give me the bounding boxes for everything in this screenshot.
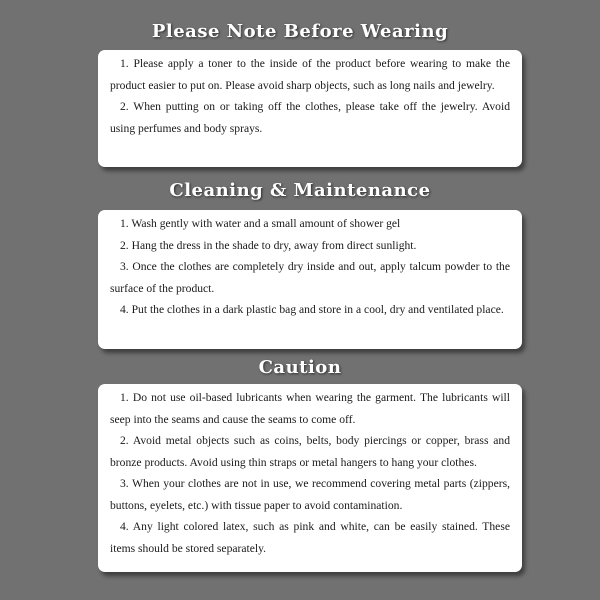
section-title-cleaning-maintenance: Cleaning & Maintenance bbox=[169, 180, 431, 201]
section-title-before-wearing: Please Note Before Wearing bbox=[151, 21, 449, 42]
cleaning-item: 2. Hang the dress in the shade to dry, away from direct sunlight. bbox=[120, 238, 417, 252]
cleaning-item: 1. Wash gently with water and a small amount of shower gel bbox=[120, 217, 401, 230]
section-title-caution: Caution bbox=[258, 357, 342, 378]
before-wearing-item: 1. Please apply a toner to the inside of the product before wearing to make the product easier to put on. Please avoid sharp objects, such as long nails and jewelry. bbox=[110, 57, 510, 92]
cleaning-item: 3. Once the clothes are completely dry inside and out, apply talcum powder to the surface of the product. bbox=[110, 260, 510, 295]
caution-item: 3. When your clothes are not in use, we recommend covering metal parts (zippers, buttons, eyelets, etc.) with tissue paper to avoid contamination. bbox=[110, 477, 510, 512]
cleaning-maintenance-card bbox=[98, 210, 522, 349]
caution-item: 1. Do not use oil-based lubricants when wearing the garment. The lubricants will seep into the seams and cause the seams to come off. bbox=[110, 391, 510, 426]
before-wearing-item: 2. When putting on or taking off the clothes, please take off the jewelry. Avoid using perfumes and body sprays. bbox=[110, 100, 510, 135]
caution-card bbox=[98, 384, 522, 572]
caution-item: 4. Any light colored latex, such as pink and white, can be easily stained. These items should be stored separately. bbox=[110, 520, 510, 555]
cleaning-item: 4. Put the clothes in a dark plastic bag and store in a cool, dry and ventilated place. bbox=[120, 303, 504, 316]
caution-item: 2. Avoid metal objects such as coins, belts, body piercings or copper, brass and bronze products. Avoid using thin straps or metal hangers to hang your clothes. bbox=[110, 434, 510, 469]
before-wearing-card bbox=[98, 50, 522, 167]
